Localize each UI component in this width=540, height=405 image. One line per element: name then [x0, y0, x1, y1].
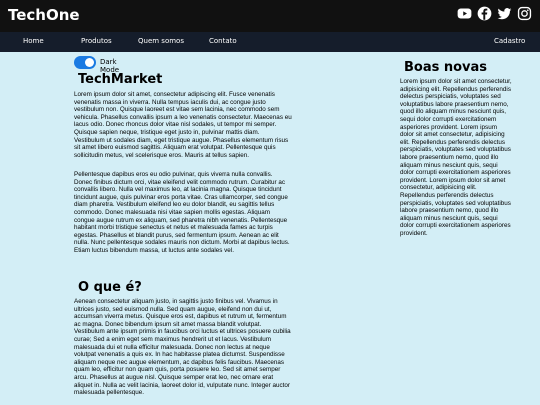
brand-logo-text[interactable]: TechOne: [8, 6, 80, 24]
top-bar: [0, 0, 540, 32]
twitter-icon[interactable]: [497, 6, 512, 21]
toggle-knob: [85, 58, 94, 67]
facebook-icon[interactable]: [477, 6, 492, 21]
main-paragraph-3: Aenean consectetur aliquam justo, in sagittis justo finibus vel. Vivamus in ultrices justo, sed euismod nulla. Sed quam augue, eleifend non dui ut, accumsan viverra metus. Quisque eros est, dapibus et rutrum ut, fermentum ac magna. Donec bibendum ipsum sit amet massa blandit volutpat. Vestibulum ante ipsum primis in faucibus orci luctus et ultrices posuere cubilia curae; Sed a enim eget sem maximus hendrerit ut et lacus. Vestibulum malesuada dui et nulla efficitur malesuada. Donec non lectus at neque volutpat venenatis a quis ex. In hac habitasse platea dictumst. Suspendisse aliquam neque nec augue elementum, ac dapibus felis faucibus. Maecenas quam leo, efficitur non quam quis, porta posuere leo. Sed sit amet semper arcu. Phasellus at augue nisl. Quisque semper erat leo, nec ornare erat aliquet in. Nulla ac velit lacinia, laoreet dolor id, vulputate nunc. Integer auctor malesuada pellentesque.: [74, 298, 291, 397]
aside-text: Lorem ipsum dolor sit amet consectetur, adipisicing elit. Repellendus perferendis delectus perspiciatis, voluptates sed voluptatibus labore praesentium nemo, quod illo aliquam minus nesciunt quis, sequi dolor corrupti exercitationem asperiores provident. Lorem ipsum dolor sit amet consectetur, adipisicing elit. Repellendus perferendis delectus perspiciatis, voluptates sed voluptatibus labore praesentium nemo, quod illo aliquam minus nesciunt quis, sequi dolor corrupti exercitationem asperiores provident. Lorem ipsum dolor sit amet consectetur, adipisicing elit. Repellendus perferendis delectus perspiciatis, voluptates sed voluptatibus labore praesentium nemo, quod illo aliquam minus nesciunt quis, sequi dolor corrupti exercitationem asperiores provident.: [400, 78, 512, 237]
nav-home[interactable]: Home: [23, 37, 44, 45]
social-links: [457, 6, 532, 21]
instagram-icon[interactable]: [517, 6, 532, 21]
main-paragraph-2: Pellentesque dapibus eros eu odio pulvinar, quis viverra nulla convallis. Donec finibus dictum orci, vitae eleifend velit commodo rutrum. Curabitur ac convallis libero. Nulla vel maximus leo, at lacinia magna. Quisque tincidunt tincidunt augue, quis pulvinar eros porta vitae. Cras ullamcorper, sed congue diam pharetra. Vestibulum eleifend leo eu dolor blandit, eu sagittis tellus commodo. Donec malesuada nisi vitae sapien mollis egestas. Aliquam congue augue rutrum ex aliquam, sed pharetra nibh venenatis. Pellentesque habitant morbi tristique senectus et netus et malesuada fames ac turpis egestas. Phasellus et blandit purus, sed fermentum ipsum. Aenean ac elit nulla. Nunc pellentesque sodales mauris non dictum. Morbi at dapibus lectus. Etiam luctus bibendum massa, ut luctus ante sodales vel.: [74, 171, 290, 254]
nav-cadastro[interactable]: Cadastro: [494, 37, 526, 45]
aside-title: Boas novas: [404, 60, 488, 75]
dark-mode-label: Dark Mode: [100, 58, 120, 74]
nav-contato[interactable]: Contato: [209, 37, 237, 45]
dark-mode-toggle[interactable]: [74, 56, 96, 69]
youtube-icon[interactable]: [457, 6, 472, 21]
nav-quem-somos[interactable]: Quem somos: [138, 37, 184, 45]
main-nav: [0, 32, 540, 52]
main-paragraph-1: Lorem ipsum dolor sit amet, consectetur adipiscing elit. Fusce venenatis venenatis massa in viverra. Nulla tempus iaculis dui, ac congue justo vestibulum non. Quisque laoreet est vitae sem lacinia, nec commodo sem vehicula. Phasellus convallis ipsum a leo venenatis consectetur. Maecenas eu lacus odio. Donec rhoncus dolor vitae nisl sodales, ut tempor mi semper. Quisque sapien neque, tristique eget justo in, pulvinar mattis diam. Vestibulum ut sodales diam, eget tristique augue. Phasellus elementum risus sit amet libero euismod sagittis. Aliquam erat volutpat. Pellentesque quis sollicitudin metus, vel scelerisque eros. Mauris at tellus sapien.: [74, 91, 292, 159]
nav-produtos[interactable]: Produtos: [81, 37, 112, 45]
main-title: TechMarket: [78, 72, 163, 87]
section-title-o-que-e: O que é?: [78, 280, 142, 295]
